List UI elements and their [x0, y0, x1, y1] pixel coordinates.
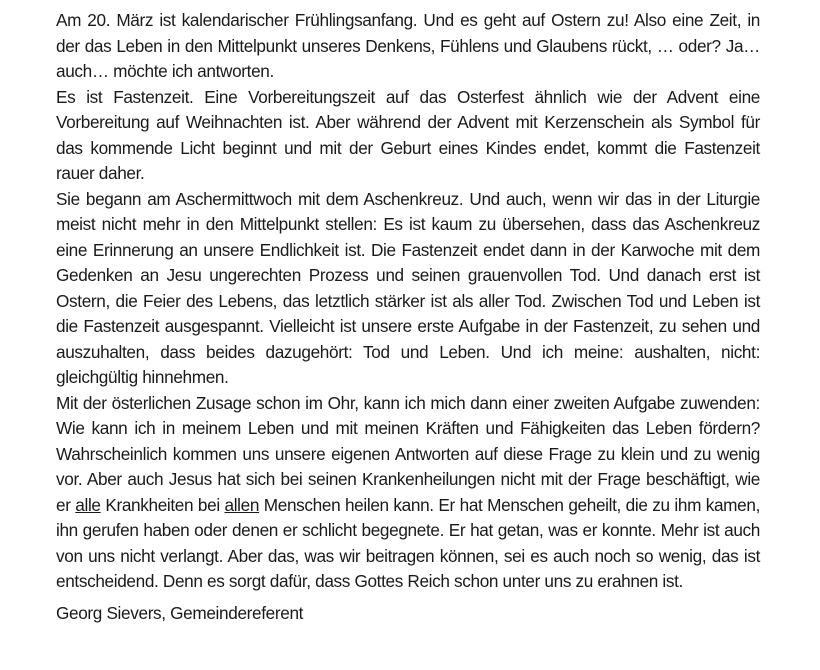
paragraph-text-part-3: Menschen heilen kann. Er hat Menschen geheilt, die zu ihm kamen, ihn gerufen haben oder denen er schlicht begegnete. Er hat getan, was er konnte. Mehr ist auch von uns nicht verlangt. Aber das, was wir beitragen können, sei es auch noch so wenig, das ist entscheidend. Denn es sorgt dafür, dass Gottes Reich schon unter uns zu erahnen ist. — [56, 494, 760, 591]
paragraph-text-part-2: Krankheiten bei — [100, 494, 225, 515]
paragraph-text-part-1: Mit der österlichen Zusage schon im Ohr, kann ich mich dann einer zweiten Aufgabe zuwenden: Wie kann ich in meinem Leben und mit meinen Kräften und Fähigkeiten das Leben fördern? Wahrscheinlich kommen uns unsere eigenen Antworten auf diese Frage zu klein und zu wenig vor. Aber auch Jesus hat sich bei seinen Krankenheilungen nicht mit der Frage beschäftigt, wie er — [56, 392, 760, 515]
paragraph-zweite-aufgabe — [56, 391, 760, 595]
paragraph-fastenzeit: Es ist Fastenzeit. Eine Vorbereitungszeit auf das Osterfest ähnlich wie der Advent eine Vorbereitung auf Weihnachten ist. Aber während der Advent mit Kerzenschein als Symbol für das kommende Licht beginnt und mit der Geburt eines Kindes endet, kommt die Fastenzeit rauer daher. — [56, 86, 760, 183]
document-page — [56, 8, 760, 626]
paragraph-intro: Am 20. März ist kalendarischer Frühlingsanfang. Und es geht auf Ostern zu! Also eine Zeit, in der das Leben in den Mittelpunkt unseres Denkens, Fühlens und Glaubens rückt, … oder? Ja… auch… möchte ich antworten. — [56, 10, 760, 81]
paragraph-aschermittwoch: Sie begann am Aschermittwoch mit dem Aschenkreuz. Und auch, wenn wir das in der Liturgie meist nicht mehr in den Mittelpunkt stellen: Es ist kaum zu übersehen, dass das Aschenkreuz eine Erinnerung an unsere Endlichkeit ist. Die Fastenzeit endet dann in der Karwoche mit dem Gedenken an Jesu ungerechten Prozess und seinen grauenvollen Tod. Und danach erst ist Ostern, die Feier des Lebens, das letztlich stärker ist als aller Tod. Zwischen Tod und Leben ist die Fastenzeit ausgespannt. Vielleicht ist unsere erste Aufgabe in der Fastenzeit, zu sehen und auszuhalten, dass beides dazugehört: Tod und Leben. Und ich meine: aushalten, nicht: gleichgültig hinnehmen. — [56, 188, 760, 387]
author-signature: Georg Sievers, Gemeindereferent — [56, 602, 304, 623]
underlined-word-alle: alle — [75, 494, 101, 515]
underlined-word-allen: allen — [224, 494, 260, 515]
